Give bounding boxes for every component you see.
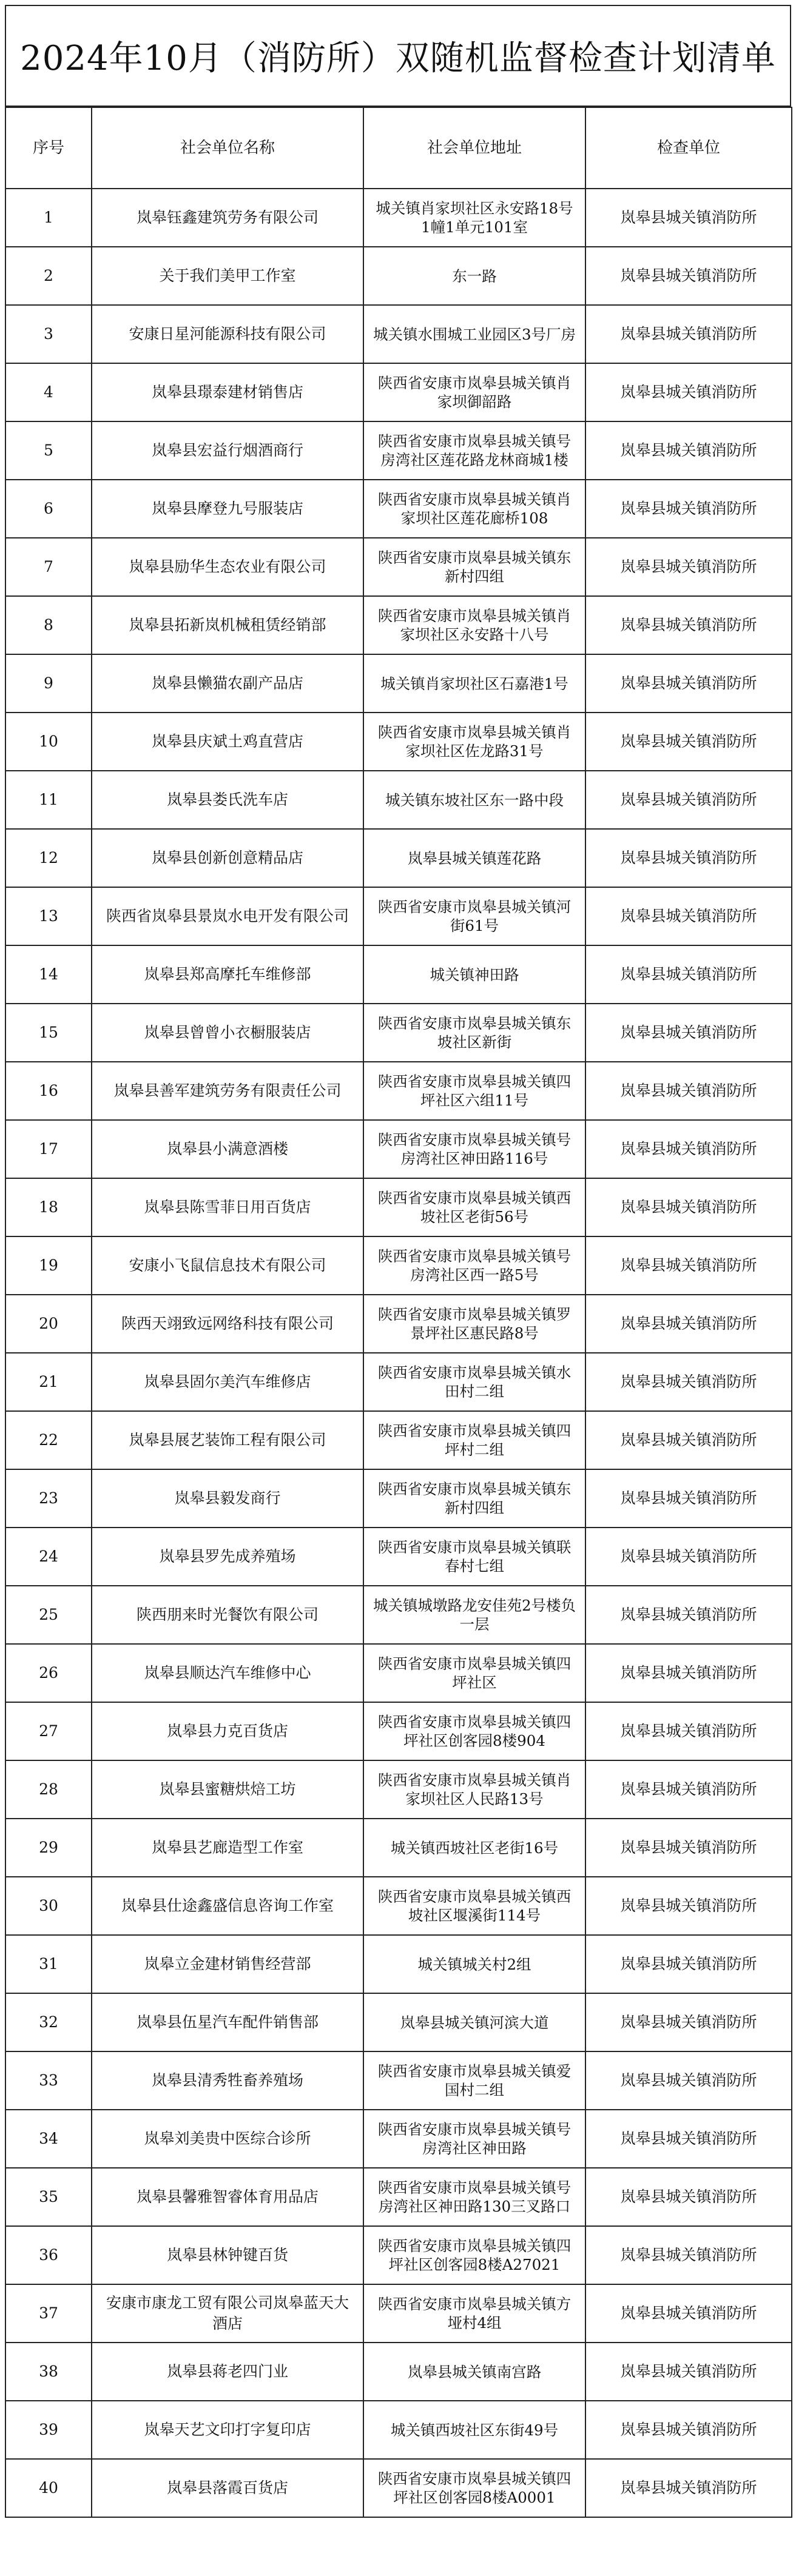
row-index-cell: 34: [5, 2110, 92, 2168]
inspector-cell: 岚皋县城关镇消防所: [585, 363, 792, 421]
unit-name-cell: 安康市康龙工贸有限公司岚皋蓝天大酒店: [92, 2284, 363, 2343]
table-row: [5, 1411, 792, 1469]
row-index-cell: 28: [5, 1760, 92, 1819]
unit-name-cell: 陕西省岚皋县景岚水电开发有限公司: [92, 887, 363, 945]
row-index-cell: 35: [5, 2168, 92, 2226]
row-index-cell: 6: [5, 480, 92, 538]
header-unit-address: 社会单位地址: [363, 107, 585, 189]
row-index-cell: 16: [5, 1062, 92, 1120]
table-row: [5, 363, 792, 421]
row-index-cell: 15: [5, 1004, 92, 1062]
unit-name-cell: 岚皋县郑高摩托车维修部: [92, 945, 363, 1004]
unit-address-cell: 城关镇东坡社区东一路中段: [363, 771, 585, 829]
unit-name-cell: 安康日星河能源科技有限公司: [92, 305, 363, 363]
unit-name-cell: 岚皋县陈雪菲日用百货店: [92, 1178, 363, 1236]
inspector-cell: 岚皋县城关镇消防所: [585, 1528, 792, 1586]
table-row: [5, 1586, 792, 1644]
row-index-cell: 18: [5, 1178, 92, 1236]
table-row: [5, 1528, 792, 1586]
inspector-cell: 岚皋县城关镇消防所: [585, 2343, 792, 2401]
inspector-cell: 岚皋县城关镇消防所: [585, 2284, 792, 2343]
unit-address-cell: 陕西省安康市岚皋县城关镇河街61号: [363, 887, 585, 945]
unit-address-cell: 陕西省安康市岚皋县城关镇肖家坝御韶路: [363, 363, 585, 421]
row-index-cell: 38: [5, 2343, 92, 2401]
row-index-cell: 25: [5, 1586, 92, 1644]
header-index: 序号: [5, 107, 92, 189]
unit-address-cell: 陕西省安康市岚皋县城关镇水田村二组: [363, 1353, 585, 1411]
row-index-cell: 17: [5, 1120, 92, 1178]
inspector-cell: 岚皋县城关镇消防所: [585, 480, 792, 538]
unit-name-cell: 岚皋县创新创意精品店: [92, 829, 363, 887]
inspector-cell: 岚皋县城关镇消防所: [585, 1004, 792, 1062]
table-row: [5, 2284, 792, 2343]
inspector-cell: 岚皋县城关镇消防所: [585, 1877, 792, 1935]
row-index-cell: 29: [5, 1819, 92, 1877]
table-row: [5, 538, 792, 596]
unit-address-cell: 岚皋县城关镇莲花路: [363, 829, 585, 887]
inspector-cell: 岚皋县城关镇消防所: [585, 189, 792, 247]
unit-name-cell: 岚皋县馨雅智睿体育用品店: [92, 2168, 363, 2226]
unit-name-cell: 岚皋县展艺装饰工程有限公司: [92, 1411, 363, 1469]
unit-address-cell: 陕西省安康市岚皋县城关镇四坪社区创客园8楼904: [363, 1702, 585, 1760]
table-row: [5, 1760, 792, 1819]
table-row: [5, 1353, 792, 1411]
unit-address-cell: 城关镇水围城工业园区3号厂房: [363, 305, 585, 363]
table-row: [5, 829, 792, 887]
row-index-cell: 31: [5, 1935, 92, 1993]
table-row: [5, 2401, 792, 2459]
inspector-cell: 岚皋县城关镇消防所: [585, 2226, 792, 2284]
unit-address-cell: 城关镇西坡社区东街49号: [363, 2401, 585, 2459]
unit-name-cell: 岚皋县拓新岚机械租赁经销部: [92, 596, 363, 654]
row-index-cell: 4: [5, 363, 92, 421]
table-body: [5, 189, 792, 2517]
table-row: [5, 1993, 792, 2051]
unit-address-cell: 岚皋县城关镇河滨大道: [363, 1993, 585, 2051]
row-index-cell: 1: [5, 189, 92, 247]
table-row: [5, 1877, 792, 1935]
document-title: 2024年10月（消防所）双随机监督检查计划清单: [5, 5, 791, 107]
table-row: [5, 2051, 792, 2110]
inspector-cell: 岚皋县城关镇消防所: [585, 1120, 792, 1178]
table-row: [5, 1469, 792, 1528]
unit-address-cell: 城关镇肖家坝社区石嘉港1号: [363, 654, 585, 713]
unit-name-cell: 岚皋县力克百货店: [92, 1702, 363, 1760]
unit-address-cell: 陕西省安康市岚皋县城关镇号房湾社区西一路5号: [363, 1236, 585, 1295]
inspector-cell: 岚皋县城关镇消防所: [585, 2401, 792, 2459]
unit-address-cell: 陕西省安康市岚皋县城关镇号房湾社区神田路130三叉路口: [363, 2168, 585, 2226]
unit-name-cell: 岚皋天艺文印打字复印店: [92, 2401, 363, 2459]
table-row: [5, 1702, 792, 1760]
unit-address-cell: 陕西省安康市岚皋县城关镇西坡社区堰溪街114号: [363, 1877, 585, 1935]
unit-name-cell: 岚皋县罗先成养殖场: [92, 1528, 363, 1586]
table-row: [5, 1236, 792, 1295]
table-row: [5, 2226, 792, 2284]
table-row: [5, 596, 792, 654]
row-index-cell: 9: [5, 654, 92, 713]
inspector-cell: 岚皋县城关镇消防所: [585, 945, 792, 1004]
unit-address-cell: 城关镇西坡社区老街16号: [363, 1819, 585, 1877]
unit-name-cell: 岚皋县仕途鑫盛信息咨询工作室: [92, 1877, 363, 1935]
inspector-cell: 岚皋县城关镇消防所: [585, 421, 792, 480]
unit-address-cell: 陕西省安康市岚皋县城关镇东坡社区新街: [363, 1004, 585, 1062]
row-index-cell: 36: [5, 2226, 92, 2284]
unit-address-cell: 陕西省安康市岚皋县城关镇号房湾社区神田路116号: [363, 1120, 585, 1178]
inspector-cell: 岚皋县城关镇消防所: [585, 713, 792, 771]
unit-address-cell: 陕西省安康市岚皋县城关镇联春村七组: [363, 1528, 585, 1586]
row-index-cell: 32: [5, 1993, 92, 2051]
unit-address-cell: 陕西省安康市岚皋县城关镇四坪社区创客园8楼A0001: [363, 2459, 585, 2517]
unit-name-cell: 岚皋钰鑫建筑劳务有限公司: [92, 189, 363, 247]
table-row: [5, 2459, 792, 2517]
inspector-cell: 岚皋县城关镇消防所: [585, 1586, 792, 1644]
table-row: [5, 2110, 792, 2168]
inspector-cell: 岚皋县城关镇消防所: [585, 2459, 792, 2517]
table-row: [5, 1120, 792, 1178]
unit-name-cell: 岚皋县清秀牲畜养殖场: [92, 2051, 363, 2110]
header-row: [5, 107, 792, 189]
unit-address-cell: 陕西省安康市岚皋县城关镇四坪村二组: [363, 1411, 585, 1469]
table-row: [5, 1178, 792, 1236]
unit-address-cell: 陕西省安康市岚皋县城关镇东新村四组: [363, 1469, 585, 1528]
inspector-cell: 岚皋县城关镇消防所: [585, 829, 792, 887]
unit-name-cell: 岚皋县璟泰建材销售店: [92, 363, 363, 421]
inspector-cell: 岚皋县城关镇消防所: [585, 1760, 792, 1819]
unit-name-cell: 岚皋县宏益行烟酒商行: [92, 421, 363, 480]
inspector-cell: 岚皋县城关镇消防所: [585, 1295, 792, 1353]
row-index-cell: 8: [5, 596, 92, 654]
inspector-cell: 岚皋县城关镇消防所: [585, 654, 792, 713]
unit-name-cell: 岚皋县艺廊造型工作室: [92, 1819, 363, 1877]
inspector-cell: 岚皋县城关镇消防所: [585, 1178, 792, 1236]
unit-name-cell: 岚皋县庆斌土鸡直营店: [92, 713, 363, 771]
unit-name-cell: 岚皋县懒猫农副产品店: [92, 654, 363, 713]
unit-address-cell: 陕西省安康市岚皋县城关镇肖家坝社区人民路13号: [363, 1760, 585, 1819]
table-row: [5, 887, 792, 945]
row-index-cell: 24: [5, 1528, 92, 1586]
unit-name-cell: 岚皋县毅发商行: [92, 1469, 363, 1528]
unit-name-cell: 陕西天翊致远网络科技有限公司: [92, 1295, 363, 1353]
table-row: [5, 2168, 792, 2226]
unit-name-cell: 岚皋县善军建筑劳务有限责任公司: [92, 1062, 363, 1120]
inspector-cell: 岚皋县城关镇消防所: [585, 887, 792, 945]
unit-address-cell: 陕西省安康市岚皋县城关镇东新村四组: [363, 538, 585, 596]
unit-address-cell: 陕西省安康市岚皋县城关镇四坪社区: [363, 1644, 585, 1702]
inspector-cell: 岚皋县城关镇消防所: [585, 771, 792, 829]
row-index-cell: 11: [5, 771, 92, 829]
unit-name-cell: 岚皋立金建材销售经营部: [92, 1935, 363, 1993]
inspector-cell: 岚皋县城关镇消防所: [585, 1469, 792, 1528]
inspector-cell: 岚皋县城关镇消防所: [585, 2110, 792, 2168]
inspector-cell: 岚皋县城关镇消防所: [585, 1993, 792, 2051]
unit-address-cell: 城关镇神田路: [363, 945, 585, 1004]
unit-address-cell: 陕西省安康市岚皋县城关镇肖家坝社区莲花廊桥108: [363, 480, 585, 538]
row-index-cell: 3: [5, 305, 92, 363]
table-row: [5, 1819, 792, 1877]
row-index-cell: 2: [5, 247, 92, 305]
row-index-cell: 13: [5, 887, 92, 945]
row-index-cell: 23: [5, 1469, 92, 1528]
unit-address-cell: 陕西省安康市岚皋县城关镇号房湾社区莲花路龙林商城1楼: [363, 421, 585, 480]
unit-name-cell: 岚皋县伍星汽车配件销售部: [92, 1993, 363, 2051]
unit-address-cell: 陕西省安康市岚皋县城关镇罗景坪社区惠民路8号: [363, 1295, 585, 1353]
table-row: [5, 1935, 792, 1993]
inspector-cell: 岚皋县城关镇消防所: [585, 1819, 792, 1877]
inspector-cell: 岚皋县城关镇消防所: [585, 1702, 792, 1760]
unit-address-cell: 陕西省安康市岚皋县城关镇四坪社区创客园8楼A27021: [363, 2226, 585, 2284]
unit-name-cell: 岚皋县蜜糖烘焙工坊: [92, 1760, 363, 1819]
row-index-cell: 7: [5, 538, 92, 596]
unit-address-cell: 城关镇城墩路龙安佳苑2号楼负一层: [363, 1586, 585, 1644]
unit-address-cell: 岚皋县城关镇南宫路: [363, 2343, 585, 2401]
unit-name-cell: 岚皋刘美贵中医综合诊所: [92, 2110, 363, 2168]
header-inspector: 检查单位: [585, 107, 792, 189]
row-index-cell: 5: [5, 421, 92, 480]
unit-address-cell: 陕西省安康市岚皋县城关镇四坪社区六组11号: [363, 1062, 585, 1120]
inspector-cell: 岚皋县城关镇消防所: [585, 1062, 792, 1120]
inspector-cell: 岚皋县城关镇消防所: [585, 305, 792, 363]
row-index-cell: 19: [5, 1236, 92, 1295]
unit-address-cell: 陕西省安康市岚皋县城关镇号房湾社区神田路: [363, 2110, 585, 2168]
inspector-cell: 岚皋县城关镇消防所: [585, 1353, 792, 1411]
inspector-cell: 岚皋县城关镇消防所: [585, 1935, 792, 1993]
unit-address-cell: 城关镇城关村2组: [363, 1935, 585, 1993]
unit-name-cell: 岚皋县蒋老四门业: [92, 2343, 363, 2401]
row-index-cell: 10: [5, 713, 92, 771]
table-row: [5, 713, 792, 771]
row-index-cell: 26: [5, 1644, 92, 1702]
row-index-cell: 20: [5, 1295, 92, 1353]
unit-address-cell: 陕西省安康市岚皋县城关镇西坡社区老街56号: [363, 1178, 585, 1236]
inspection-plan-sheet: [5, 5, 791, 2571]
unit-address-cell: 东一路: [363, 247, 585, 305]
inspector-cell: 岚皋县城关镇消防所: [585, 596, 792, 654]
table-row: [5, 247, 792, 305]
inspector-cell: 岚皋县城关镇消防所: [585, 1411, 792, 1469]
table-row: [5, 771, 792, 829]
unit-name-cell: 岚皋县摩登九号服装店: [92, 480, 363, 538]
inspector-cell: 岚皋县城关镇消防所: [585, 538, 792, 596]
inspector-cell: 岚皋县城关镇消防所: [585, 2051, 792, 2110]
unit-name-cell: 陕西朋来时光餐饮有限公司: [92, 1586, 363, 1644]
row-index-cell: 40: [5, 2459, 92, 2517]
header-unit-name: 社会单位名称: [92, 107, 363, 189]
inspector-cell: 岚皋县城关镇消防所: [585, 247, 792, 305]
row-index-cell: 39: [5, 2401, 92, 2459]
unit-name-cell: 岚皋县曾曾小衣橱服装店: [92, 1004, 363, 1062]
inspector-cell: 岚皋县城关镇消防所: [585, 2168, 792, 2226]
unit-name-cell: 岚皋县固尔美汽车维修店: [92, 1353, 363, 1411]
table-header: [5, 107, 792, 189]
table-row: [5, 945, 792, 1004]
unit-address-cell: 城关镇肖家坝社区永安路18号1幢1单元101室: [363, 189, 585, 247]
row-index-cell: 27: [5, 1702, 92, 1760]
unit-name-cell: 岚皋县小满意酒楼: [92, 1120, 363, 1178]
inspector-cell: 岚皋县城关镇消防所: [585, 1644, 792, 1702]
unit-address-cell: 陕西省安康市岚皋县城关镇方垭村4组: [363, 2284, 585, 2343]
table-row: [5, 654, 792, 713]
unit-name-cell: 岚皋县落霞百货店: [92, 2459, 363, 2517]
row-index-cell: 12: [5, 829, 92, 887]
unit-address-cell: 陕西省安康市岚皋县城关镇肖家坝社区佐龙路31号: [363, 713, 585, 771]
row-index-cell: 22: [5, 1411, 92, 1469]
table-row: [5, 305, 792, 363]
unit-name-cell: 岚皋县励华生态农业有限公司: [92, 538, 363, 596]
table-row: [5, 1062, 792, 1120]
row-index-cell: 37: [5, 2284, 92, 2343]
unit-address-cell: 陕西省安康市岚皋县城关镇肖家坝社区永安路十八号: [363, 596, 585, 654]
unit-name-cell: 岚皋县娄氏洗车店: [92, 771, 363, 829]
table-row: [5, 1644, 792, 1702]
inspector-cell: 岚皋县城关镇消防所: [585, 1236, 792, 1295]
unit-name-cell: 安康小飞鼠信息技术有限公司: [92, 1236, 363, 1295]
table-row: [5, 1004, 792, 1062]
unit-name-cell: 关于我们美甲工作室: [92, 247, 363, 305]
unit-name-cell: 岚皋县顺达汽车维修中心: [92, 1644, 363, 1702]
table-row: [5, 189, 792, 247]
row-index-cell: 30: [5, 1877, 92, 1935]
unit-address-cell: 陕西省安康市岚皋县城关镇爱国村二组: [363, 2051, 585, 2110]
unit-name-cell: 岚皋县林钟键百货: [92, 2226, 363, 2284]
inspection-plan-table: [5, 107, 792, 2518]
table-row: [5, 1295, 792, 1353]
table-row: [5, 480, 792, 538]
row-index-cell: 33: [5, 2051, 92, 2110]
table-row: [5, 2343, 792, 2401]
row-index-cell: 14: [5, 945, 92, 1004]
table-row: [5, 421, 792, 480]
row-index-cell: 21: [5, 1353, 92, 1411]
